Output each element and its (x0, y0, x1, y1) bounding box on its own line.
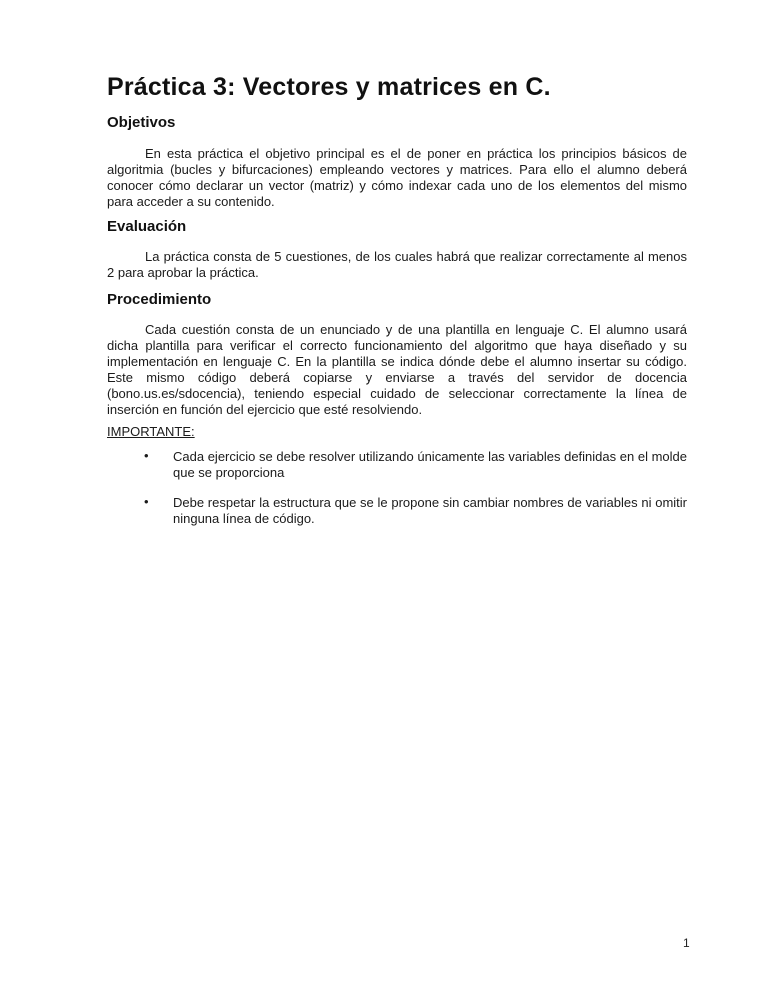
heading-objetivos: Objetivos (107, 114, 176, 131)
bullet-icon: • (144, 448, 149, 463)
paragraph-objetivos: En esta práctica el objetivo principal es el de poner en práctica los principios básicos de algoritmia (bucles y bifurcaciones) empleando vectores y matrices. Para ello el alumno deberá conocer cómo declarar un vector (matriz) y cómo indexar cada uno de los elementos del mismo para acceder a su contenido. (107, 146, 687, 209)
bullet-text: Cada ejercicio se debe resolver utilizando únicamente las variables definidas en el molde que se proporciona (173, 449, 687, 480)
paragraph-evaluacion: La práctica consta de 5 cuestiones, de los cuales habrá que realizar correctamente al menos 2 para aprobar la práctica. (107, 249, 687, 280)
importante-label: IMPORTANTE: (107, 424, 195, 439)
bullet-text: Debe respetar la estructura que se le propone sin cambiar nombres de variables ni omitir ninguna línea de código. (173, 495, 687, 526)
document-title: Práctica 3: Vectores y matrices en C. (107, 73, 551, 101)
page-number: 1 (683, 936, 690, 950)
importante-bullet-list (107, 449, 687, 527)
list-item (107, 449, 687, 481)
list-item (107, 495, 687, 527)
bullet-icon: • (144, 494, 149, 509)
heading-evaluacion: Evaluación (107, 218, 187, 235)
document-content (107, 73, 687, 527)
heading-procedimiento: Procedimiento (107, 291, 212, 308)
paragraph-procedimiento: Cada cuestión consta de un enunciado y de una plantilla en lenguaje C. El alumno usará dicha plantilla para verificar el correcto funcionamiento del algoritmo que haya diseñado y su implementación en lenguaje C. En la plantilla se indica dónde debe el alumno insertar su código. Este mismo código deberá copiarse y enviarse a través del servidor de docencia (bono.us.es/sdocencia), teniendo especial cuidado de seleccionar correctamente la línea de inserción en función del ejercicio que esté resolviendo. (107, 322, 687, 417)
